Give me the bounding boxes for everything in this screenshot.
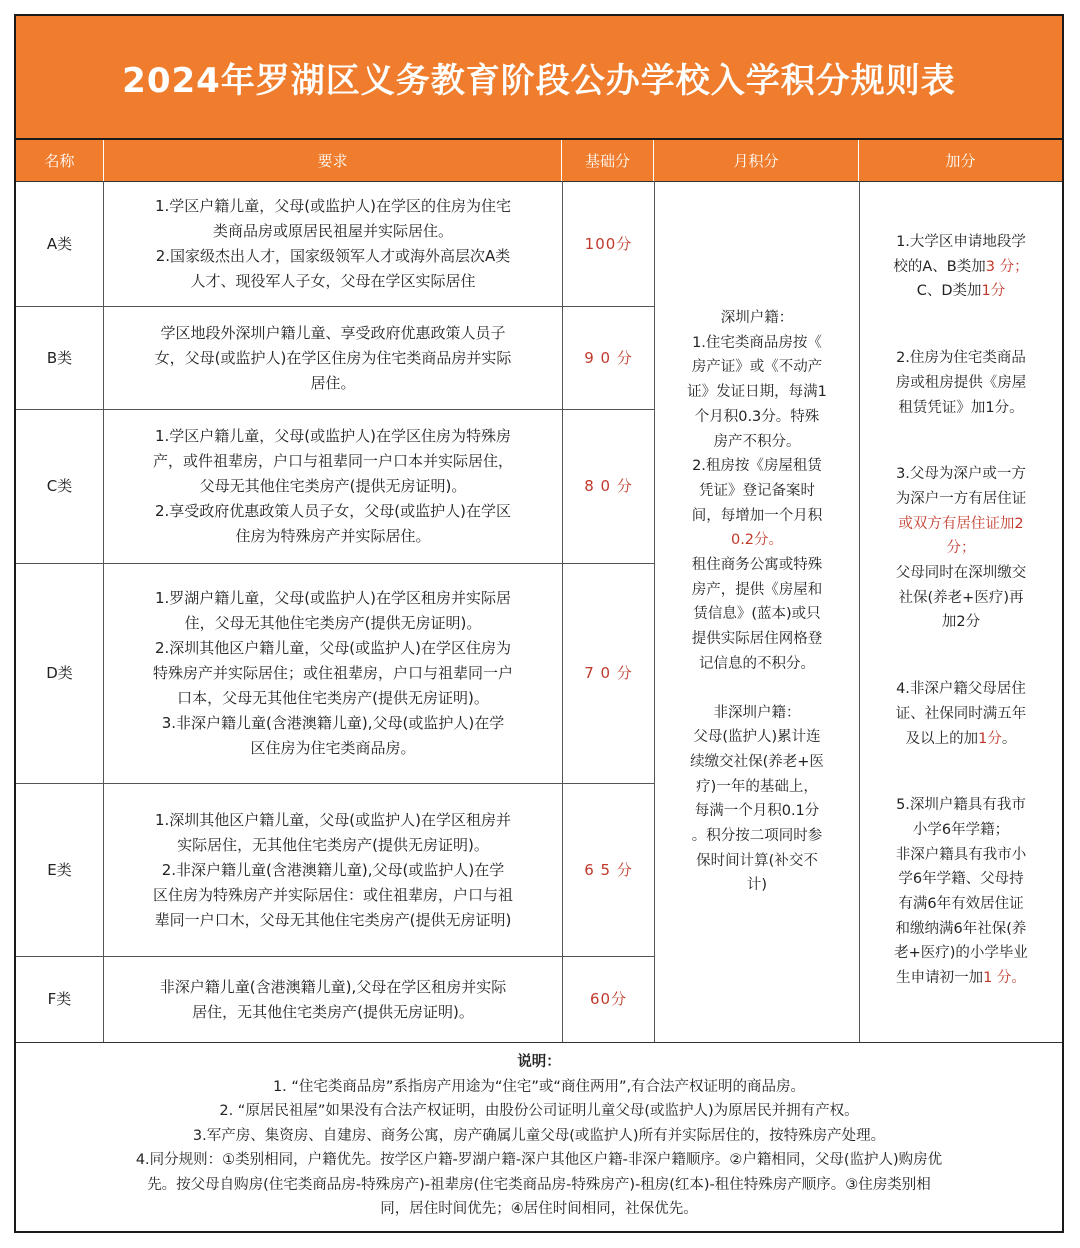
header-base-score: 基础分 [562,140,654,181]
row-e-score: 6 5 分 [584,860,633,879]
row-b-requirement: 学区地段外深圳户籍儿童、享受政府优惠政策人员子 女，父母(或监护人)在学区住房为住宅类商品房并实际 居住。 [154,323,512,392]
row-f-score: 60分 [589,990,628,1008]
note-4-line-3: 同，居住时间优先；④居住时间相同，社保优先。 [380,1201,698,1217]
header-requirement: 要求 [104,140,562,181]
notes-section [16,1044,1062,1231]
note-4-line-1: 4.同分规则：①类别相同，户籍优先。按学区户籍-罗湖户籍-深户其他区户籍-非深户籍顺序。②户籍相同，父母(监护人)购房优 [135,1152,943,1168]
monthly-score-text: 深圳户籍： 1.住宅类商品房按《 房产证》或《不动产 证》发证日期，每满1 个月积0.3分。特殊 房产不积分。 2.租房按《房屋租赁 凭证》登记备案时 间，每增加一个月积 0.2分。 租住商务公寓或特殊 房产，提供《房屋和 赁信息》(蓝本)或只 提供实际居住网格登 记信息的不积分。 非深圳户籍： 父母(监护人)累计连 续缴交社保(养老+医 疗)一年的基础上， 每满一个月积0.1分 。积分按二项同时参 保时间计算(补交不 计) [687,310,827,894]
row-a-requirement: 1.学区户籍儿童，父母(或监护人)在学区的住房为住宅 类商品房或原居民祖屋并实际居住。 2.国家级杰出人才，国家级领军人才或海外高层次A类 人才、现役军人子女，父母在学区实际居住 [154,197,512,290]
row-d-score: 7 0 分 [584,664,633,682]
bonus-text: 1.大学区申请地段学 校的A、B类加3 分； C、D类加1分 2.住房为住宅类商品 房或租房提供《房屋 租赁凭证》加1分。 3.父母为深户或一方 为深户一方有居住证 或双方有居住证加2 分； 父母同时在深圳缴交 社保(养老+医疗)再 加2分 4.非深户籍父母居住 证、社保同时满五年 及以上的加1分。 5.深圳户籍具有我市 小学6年学籍； 非深户籍具有我市小 学6年学籍、父母持 有满6年有效居住证 和缴纳满6年社保(养 老+医疗)的小学毕业 生申请初一加1 分。 [893,234,1029,987]
header-name: 名称 [16,140,104,181]
note-2: 2. “原居民祖屋”如果没有合法产权证明，由股份公司证明儿童父母(或监护人)为原居民并拥有产权。 [219,1103,859,1119]
header-monthly-score: 月积分 [654,140,859,181]
row-b-score: 9 0 分 [584,348,633,367]
row-c-requirement: 1.学区户籍儿童，父母(或监护人)在学区住房为特殊房 产，或件祖辈房，户口与祖辈同一户口本并实际居住， 父母无其他住宅类房产(提供无房证明)。 2.享受政府优惠政策人员子女，父母(或监护人)在学区 住房为特殊房产并实际居住。 [152,427,513,545]
notes-title: 说明： [517,1054,561,1070]
note-1: 1. “住宅类商品房”系指房产用途为“住宅”或“商住两用”,有合法产权证明的商品房。 [272,1078,806,1095]
header-bonus: 加分 [859,140,1062,181]
row-d-requirement: 1.罗湖户籍儿童，父母(或监护人)在学区租房并实际居 住，父母无其他住宅类房产(提供无房证明)。 2.深圳其他区户籍儿童，父母(或监护人)在学区住房为 特殊房产并实际居住；或住祖辈房，户口与祖辈同一户 口本，父母无其他住宅类房产(提供无房证明)。 3.非深户籍儿童(含港澳籍儿童),父母(或监护人)在学 区住房为住宅类商品房。 [152,589,513,757]
row-e-name: E类 [47,860,72,879]
row-c-score: 8 0 分 [584,477,633,495]
note-3: 3.军产房、集资房、自建房、商务公寓，房产确属儿童父母(或监护人)所有并实际居住的，按特殊房产处理。 [192,1127,886,1144]
row-d-name: D类 [46,664,73,682]
row-b-name: B类 [46,348,73,367]
page-title: 2024年罗湖区义务教育阶段公办学校入学积分规则表 [16,16,1062,140]
row-a-score: 100分 [584,234,633,253]
row-f-name: F类 [47,990,72,1008]
row-c-name: C类 [46,477,73,495]
row-f-requirement: 非深户籍儿童(含港澳籍儿童),父母在学区租房并实际 居住，无其他住宅类房产(提供无房证明)。 [159,977,507,1021]
row-a-name: A类 [46,234,73,253]
row-e-requirement: 1.深圳其他区户籍儿童，父母(或监护人)在学区租房并 实际居住，无其他住宅类房产(提供无房证明)。 2.非深户籍儿童(含港澳籍儿童),父母(或监护人)在学 区住房为特殊房产并实际居住：或住祖辈房，户口与祖 辈同一户口木，父母无其他住宅类房产(提供无房证明) [152,810,513,929]
note-4-line-2: 先。按父母自购房(住宅类商品房-特殊房产)-祖辈房(住宅类商品房-特殊房产)-租房(红本)-租住特殊房产顺序。③住房类别相 [147,1176,931,1193]
